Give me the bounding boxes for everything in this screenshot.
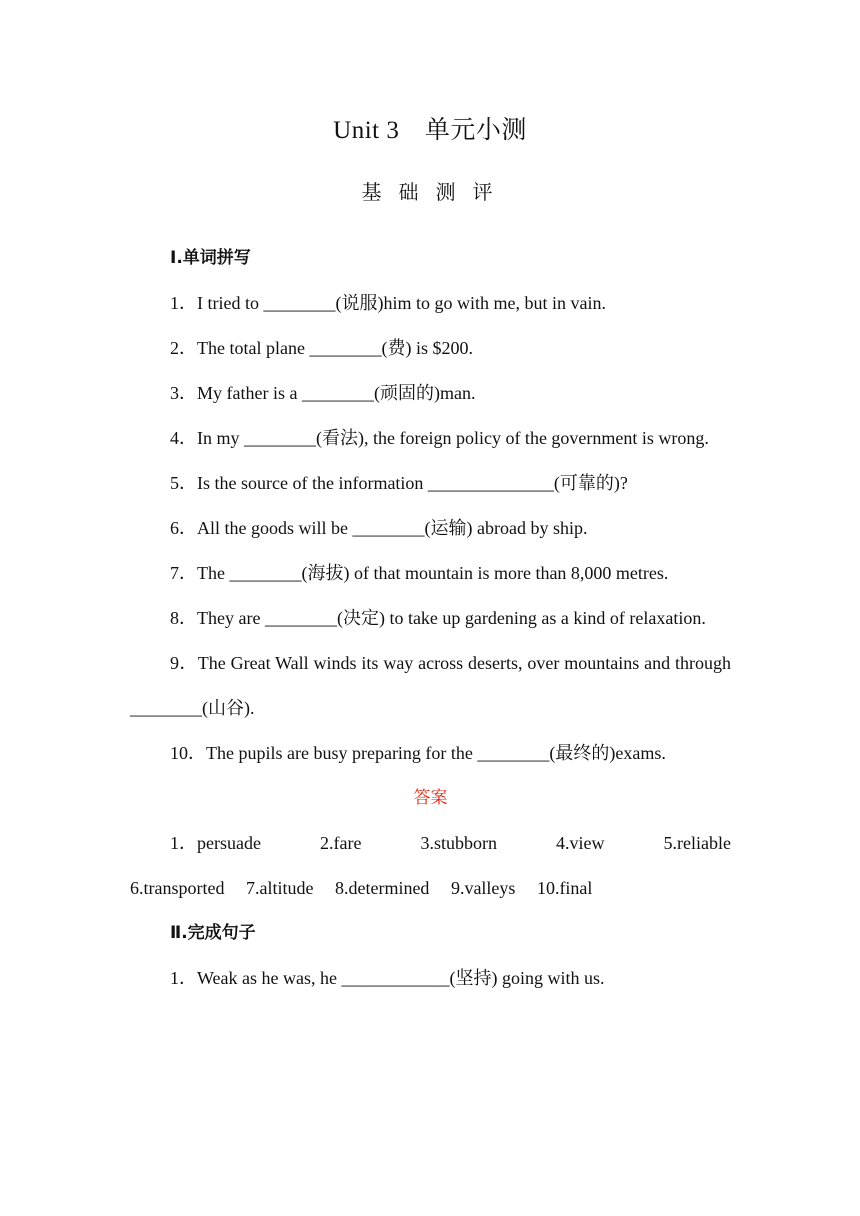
answer-item: 5.reliable <box>663 833 731 853</box>
question-9: 9．The Great Wall winds its way across deserts, over mountains and through ________(山谷). <box>130 653 731 718</box>
question-8: 8．They are ________(决定) to take up gardening as a kind of relaxation. <box>170 608 706 628</box>
answer-item: 4.view <box>555 833 605 853</box>
answer-item: 1．persuade <box>170 833 261 853</box>
answer-label: 答案 <box>413 788 448 808</box>
document-body <box>130 236 731 1001</box>
answer-item: 2.fare <box>319 833 362 853</box>
question-2: 2．The total plane ________(费) is $200. <box>170 338 473 358</box>
question-3: 3．My father is a ________(顽固的)man. <box>170 383 476 403</box>
section-heading-sentences: Ⅱ.完成句子 <box>170 923 256 943</box>
section-heading-spelling: Ⅰ.单词拼写 <box>170 248 251 268</box>
page-title: Unit 3 单元小测 <box>333 117 527 144</box>
answer-item: 3.stubborn <box>420 833 497 853</box>
question-7: 7．The ________(海拔) of that mountain is more than 8,000 metres. <box>170 563 669 583</box>
answer-item: 10.final <box>536 878 593 898</box>
answers-row-1 <box>130 821 731 866</box>
answer-item: 6.transported <box>130 878 225 898</box>
question-10: 10．The pupils are busy preparing for the ________(最终的)exams. <box>170 743 666 763</box>
answer-item: 9.valleys <box>450 878 516 898</box>
sentence-question-1: 1．Weak as he was, he ____________(坚持) going with us. <box>170 968 605 988</box>
answers-row-2 <box>130 866 731 911</box>
answer-item: 7.altitude <box>245 878 314 898</box>
page-subtitle: 基 础 测 评 <box>361 182 499 204</box>
question-5: 5．Is the source of the information ______________(可靠的)? <box>170 473 628 493</box>
question-4: 4．In my ________(看法), the foreign policy of the government is wrong. <box>170 428 709 448</box>
question-6: 6．All the goods will be ________(运输) abroad by ship. <box>170 518 588 538</box>
question-1: 1．I tried to ________(说服)him to go with me, but in vain. <box>170 293 606 313</box>
answer-item: 8.determined <box>334 878 430 898</box>
